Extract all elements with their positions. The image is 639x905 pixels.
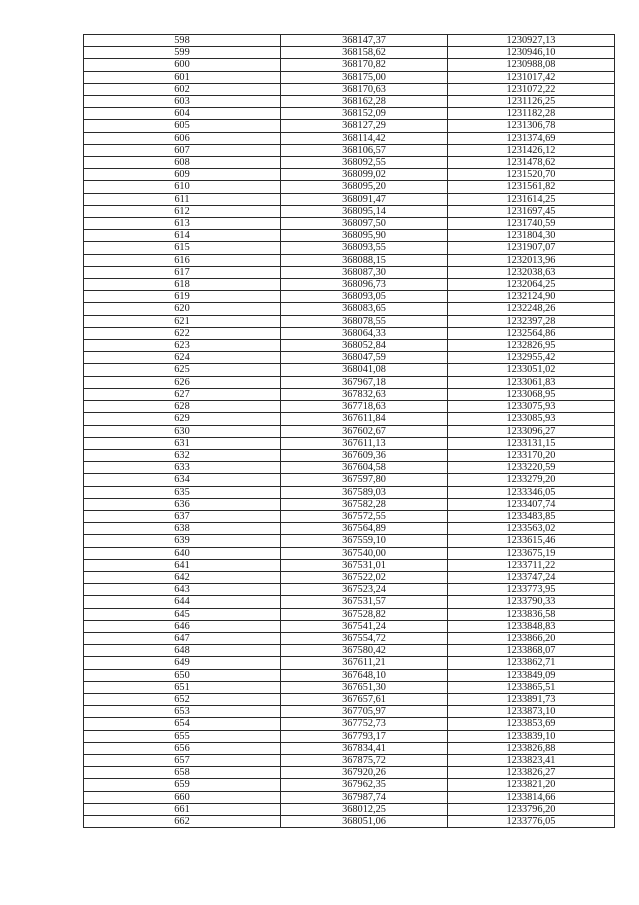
y-coordinate-cell: 1233279,20 (448, 474, 615, 486)
y-coordinate-cell: 1233796,20 (448, 803, 615, 815)
y-coordinate-cell: 1231907,07 (448, 242, 615, 254)
point-number-cell: 640 (84, 547, 281, 559)
y-coordinate-cell: 1230946,10 (448, 47, 615, 59)
point-number-cell: 658 (84, 767, 281, 779)
table-row (84, 437, 615, 449)
y-coordinate-cell: 1231614,25 (448, 193, 615, 205)
x-coordinate-cell: 368106,57 (281, 144, 448, 156)
y-coordinate-cell: 1233790,33 (448, 596, 615, 608)
y-coordinate-cell: 1233068,95 (448, 388, 615, 400)
table-row (84, 242, 615, 254)
point-number-cell: 602 (84, 83, 281, 95)
point-number-cell: 617 (84, 266, 281, 278)
y-coordinate-cell: 1233096,27 (448, 425, 615, 437)
y-coordinate-cell: 1233849,09 (448, 669, 615, 681)
x-coordinate-cell: 368093,55 (281, 242, 448, 254)
table-row (84, 547, 615, 559)
y-coordinate-cell: 1232397,28 (448, 315, 615, 327)
x-coordinate-cell: 368162,28 (281, 96, 448, 108)
table-row (84, 157, 615, 169)
y-coordinate-cell: 1231740,59 (448, 218, 615, 230)
x-coordinate-cell: 368051,06 (281, 816, 448, 828)
table-row (84, 327, 615, 339)
point-number-cell: 654 (84, 718, 281, 730)
point-number-cell: 629 (84, 413, 281, 425)
table-row (84, 571, 615, 583)
x-coordinate-cell: 367589,03 (281, 486, 448, 498)
point-number-cell: 648 (84, 645, 281, 657)
y-coordinate-cell: 1233826,88 (448, 742, 615, 754)
x-coordinate-cell: 367604,58 (281, 462, 448, 474)
x-coordinate-cell: 367528,82 (281, 608, 448, 620)
y-coordinate-cell: 1231126,25 (448, 96, 615, 108)
y-coordinate-cell: 1230927,13 (448, 35, 615, 47)
table-row (84, 71, 615, 83)
y-coordinate-cell: 1233085,93 (448, 413, 615, 425)
table-row (84, 388, 615, 400)
x-coordinate-cell: 367572,55 (281, 510, 448, 522)
x-coordinate-cell: 368096,73 (281, 279, 448, 291)
x-coordinate-cell: 368099,02 (281, 169, 448, 181)
x-coordinate-cell: 367540,00 (281, 547, 448, 559)
x-coordinate-cell: 368097,50 (281, 218, 448, 230)
point-number-cell: 609 (84, 169, 281, 181)
x-coordinate-cell: 367651,30 (281, 681, 448, 693)
y-coordinate-cell: 1233747,24 (448, 571, 615, 583)
x-coordinate-cell: 367834,41 (281, 742, 448, 754)
x-coordinate-cell: 368175,00 (281, 71, 448, 83)
point-number-cell: 653 (84, 706, 281, 718)
table-row (84, 718, 615, 730)
point-number-cell: 659 (84, 779, 281, 791)
point-number-cell: 649 (84, 657, 281, 669)
x-coordinate-cell: 367597,80 (281, 474, 448, 486)
point-number-cell: 611 (84, 193, 281, 205)
y-coordinate-cell: 1231478,62 (448, 157, 615, 169)
point-number-cell: 661 (84, 803, 281, 815)
table-row (84, 596, 615, 608)
y-coordinate-cell: 1233873,10 (448, 706, 615, 718)
point-number-cell: 621 (84, 315, 281, 327)
y-coordinate-cell: 1232564,86 (448, 327, 615, 339)
x-coordinate-cell: 368092,55 (281, 157, 448, 169)
x-coordinate-cell: 367718,63 (281, 401, 448, 413)
x-coordinate-cell: 368152,09 (281, 108, 448, 120)
x-coordinate-cell: 367611,21 (281, 657, 448, 669)
y-coordinate-cell: 1232013,96 (448, 254, 615, 266)
table-row (84, 120, 615, 132)
point-number-cell: 619 (84, 291, 281, 303)
x-coordinate-cell: 367611,84 (281, 413, 448, 425)
table-row (84, 816, 615, 828)
point-number-cell: 645 (84, 608, 281, 620)
x-coordinate-cell: 367541,24 (281, 620, 448, 632)
table-row (84, 559, 615, 571)
x-coordinate-cell: 367648,10 (281, 669, 448, 681)
point-number-cell: 641 (84, 559, 281, 571)
x-coordinate-cell: 368091,47 (281, 193, 448, 205)
x-coordinate-cell: 368012,25 (281, 803, 448, 815)
point-number-cell: 636 (84, 498, 281, 510)
table-row (84, 181, 615, 193)
x-coordinate-cell: 367582,28 (281, 498, 448, 510)
table-row (84, 364, 615, 376)
table-row (84, 608, 615, 620)
point-number-cell: 598 (84, 35, 281, 47)
y-coordinate-cell: 1233131,15 (448, 437, 615, 449)
table-row (84, 645, 615, 657)
point-number-cell: 634 (84, 474, 281, 486)
point-number-cell: 628 (84, 401, 281, 413)
x-coordinate-cell: 367602,67 (281, 425, 448, 437)
x-coordinate-cell: 367611,13 (281, 437, 448, 449)
table-row (84, 144, 615, 156)
y-coordinate-cell: 1233853,69 (448, 718, 615, 730)
y-coordinate-cell: 1230988,08 (448, 59, 615, 71)
table-row (84, 83, 615, 95)
table-row (84, 535, 615, 547)
x-coordinate-cell: 368127,29 (281, 120, 448, 132)
point-number-cell: 646 (84, 620, 281, 632)
x-coordinate-cell: 367832,63 (281, 388, 448, 400)
y-coordinate-cell: 1231804,30 (448, 230, 615, 242)
point-number-cell: 605 (84, 120, 281, 132)
x-coordinate-cell: 367920,26 (281, 767, 448, 779)
y-coordinate-cell: 1233836,58 (448, 608, 615, 620)
table-row (84, 632, 615, 644)
point-number-cell: 631 (84, 437, 281, 449)
table-row (84, 401, 615, 413)
y-coordinate-cell: 1233220,59 (448, 462, 615, 474)
point-number-cell: 637 (84, 510, 281, 522)
point-number-cell: 625 (84, 364, 281, 376)
x-coordinate-cell: 368147,37 (281, 35, 448, 47)
y-coordinate-cell: 1233848,83 (448, 620, 615, 632)
x-coordinate-cell: 368083,65 (281, 303, 448, 315)
point-number-cell: 616 (84, 254, 281, 266)
x-coordinate-cell: 367967,18 (281, 376, 448, 388)
y-coordinate-cell: 1233823,41 (448, 754, 615, 766)
point-number-cell: 642 (84, 571, 281, 583)
table-row (84, 291, 615, 303)
point-number-cell: 604 (84, 108, 281, 120)
x-coordinate-cell: 368041,08 (281, 364, 448, 376)
x-coordinate-cell: 368095,14 (281, 205, 448, 217)
y-coordinate-cell: 1231374,69 (448, 132, 615, 144)
point-number-cell: 644 (84, 596, 281, 608)
x-coordinate-cell: 368095,20 (281, 181, 448, 193)
point-number-cell: 655 (84, 730, 281, 742)
coordinate-table (83, 34, 615, 828)
coordinate-table-body (84, 35, 615, 828)
x-coordinate-cell: 367554,72 (281, 632, 448, 644)
table-row (84, 303, 615, 315)
coordinate-table-sheet (83, 34, 614, 828)
y-coordinate-cell: 1233868,07 (448, 645, 615, 657)
y-coordinate-cell: 1231306,78 (448, 120, 615, 132)
x-coordinate-cell: 367705,97 (281, 706, 448, 718)
table-row (84, 462, 615, 474)
table-row (84, 315, 615, 327)
x-coordinate-cell: 368095,90 (281, 230, 448, 242)
table-row (84, 474, 615, 486)
point-number-cell: 620 (84, 303, 281, 315)
point-number-cell: 614 (84, 230, 281, 242)
y-coordinate-cell: 1232124,90 (448, 291, 615, 303)
point-number-cell: 624 (84, 352, 281, 364)
point-number-cell: 627 (84, 388, 281, 400)
point-number-cell: 638 (84, 523, 281, 535)
x-coordinate-cell: 367523,24 (281, 584, 448, 596)
y-coordinate-cell: 1233711,22 (448, 559, 615, 571)
table-row (84, 205, 615, 217)
table-row (84, 523, 615, 535)
table-row (84, 47, 615, 59)
table-row (84, 803, 615, 815)
y-coordinate-cell: 1233483,85 (448, 510, 615, 522)
table-row (84, 754, 615, 766)
point-number-cell: 599 (84, 47, 281, 59)
y-coordinate-cell: 1233814,66 (448, 791, 615, 803)
y-coordinate-cell: 1233891,73 (448, 693, 615, 705)
x-coordinate-cell: 367531,57 (281, 596, 448, 608)
table-row (84, 620, 615, 632)
point-number-cell: 613 (84, 218, 281, 230)
table-row (84, 779, 615, 791)
x-coordinate-cell: 368087,30 (281, 266, 448, 278)
table-row (84, 681, 615, 693)
y-coordinate-cell: 1233346,05 (448, 486, 615, 498)
x-coordinate-cell: 367564,89 (281, 523, 448, 535)
table-row (84, 59, 615, 71)
table-row (84, 413, 615, 425)
table-row (84, 510, 615, 522)
point-number-cell: 643 (84, 584, 281, 596)
point-number-cell: 656 (84, 742, 281, 754)
point-number-cell: 660 (84, 791, 281, 803)
y-coordinate-cell: 1231072,22 (448, 83, 615, 95)
y-coordinate-cell: 1233170,20 (448, 449, 615, 461)
table-row (84, 218, 615, 230)
y-coordinate-cell: 1233776,05 (448, 816, 615, 828)
point-number-cell: 607 (84, 144, 281, 156)
point-number-cell: 603 (84, 96, 281, 108)
point-number-cell: 606 (84, 132, 281, 144)
table-row (84, 742, 615, 754)
table-row (84, 96, 615, 108)
point-number-cell: 630 (84, 425, 281, 437)
x-coordinate-cell: 367987,74 (281, 791, 448, 803)
x-coordinate-cell: 367580,42 (281, 645, 448, 657)
y-coordinate-cell: 1233839,10 (448, 730, 615, 742)
table-row (84, 266, 615, 278)
x-coordinate-cell: 367522,02 (281, 571, 448, 583)
y-coordinate-cell: 1232955,42 (448, 352, 615, 364)
point-number-cell: 608 (84, 157, 281, 169)
table-row (84, 791, 615, 803)
table-row (84, 376, 615, 388)
table-row (84, 108, 615, 120)
point-number-cell: 633 (84, 462, 281, 474)
table-row (84, 193, 615, 205)
y-coordinate-cell: 1233407,74 (448, 498, 615, 510)
y-coordinate-cell: 1231697,45 (448, 205, 615, 217)
y-coordinate-cell: 1233773,95 (448, 584, 615, 596)
point-number-cell: 652 (84, 693, 281, 705)
table-row (84, 657, 615, 669)
point-number-cell: 651 (84, 681, 281, 693)
point-number-cell: 612 (84, 205, 281, 217)
table-row (84, 352, 615, 364)
table-row (84, 132, 615, 144)
y-coordinate-cell: 1233821,20 (448, 779, 615, 791)
table-row (84, 498, 615, 510)
point-number-cell: 623 (84, 340, 281, 352)
table-row (84, 169, 615, 181)
point-number-cell: 635 (84, 486, 281, 498)
y-coordinate-cell: 1233075,93 (448, 401, 615, 413)
x-coordinate-cell: 367609,36 (281, 449, 448, 461)
x-coordinate-cell: 368047,59 (281, 352, 448, 364)
y-coordinate-cell: 1232038,63 (448, 266, 615, 278)
table-row (84, 254, 615, 266)
x-coordinate-cell: 368088,15 (281, 254, 448, 266)
point-number-cell: 632 (84, 449, 281, 461)
table-row (84, 767, 615, 779)
y-coordinate-cell: 1233061,83 (448, 376, 615, 388)
table-row (84, 35, 615, 47)
y-coordinate-cell: 1231182,28 (448, 108, 615, 120)
point-number-cell: 626 (84, 376, 281, 388)
point-number-cell: 662 (84, 816, 281, 828)
y-coordinate-cell: 1231561,82 (448, 181, 615, 193)
point-number-cell: 615 (84, 242, 281, 254)
x-coordinate-cell: 367657,61 (281, 693, 448, 705)
point-number-cell: 650 (84, 669, 281, 681)
table-row (84, 486, 615, 498)
point-number-cell: 657 (84, 754, 281, 766)
x-coordinate-cell: 368093,05 (281, 291, 448, 303)
x-coordinate-cell: 368114,42 (281, 132, 448, 144)
y-coordinate-cell: 1231520,70 (448, 169, 615, 181)
point-number-cell: 622 (84, 327, 281, 339)
y-coordinate-cell: 1233675,19 (448, 547, 615, 559)
y-coordinate-cell: 1231017,42 (448, 71, 615, 83)
x-coordinate-cell: 367875,72 (281, 754, 448, 766)
table-row (84, 730, 615, 742)
y-coordinate-cell: 1233563,02 (448, 523, 615, 535)
x-coordinate-cell: 368170,63 (281, 83, 448, 95)
point-number-cell: 610 (84, 181, 281, 193)
x-coordinate-cell: 368052,84 (281, 340, 448, 352)
x-coordinate-cell: 367793,17 (281, 730, 448, 742)
x-coordinate-cell: 367752,73 (281, 718, 448, 730)
x-coordinate-cell: 368064,33 (281, 327, 448, 339)
table-row (84, 279, 615, 291)
y-coordinate-cell: 1233862,71 (448, 657, 615, 669)
y-coordinate-cell: 1232826,95 (448, 340, 615, 352)
point-number-cell: 618 (84, 279, 281, 291)
y-coordinate-cell: 1232248,26 (448, 303, 615, 315)
x-coordinate-cell: 367559,10 (281, 535, 448, 547)
table-row (84, 669, 615, 681)
table-row (84, 230, 615, 242)
point-number-cell: 639 (84, 535, 281, 547)
y-coordinate-cell: 1233865,51 (448, 681, 615, 693)
table-row (84, 584, 615, 596)
y-coordinate-cell: 1233866,20 (448, 632, 615, 644)
x-coordinate-cell: 367531,01 (281, 559, 448, 571)
table-row (84, 693, 615, 705)
point-number-cell: 647 (84, 632, 281, 644)
point-number-cell: 600 (84, 59, 281, 71)
y-coordinate-cell: 1232064,25 (448, 279, 615, 291)
x-coordinate-cell: 367962,35 (281, 779, 448, 791)
point-number-cell: 601 (84, 71, 281, 83)
y-coordinate-cell: 1231426,12 (448, 144, 615, 156)
x-coordinate-cell: 368078,55 (281, 315, 448, 327)
x-coordinate-cell: 368170,82 (281, 59, 448, 71)
x-coordinate-cell: 368158,62 (281, 47, 448, 59)
y-coordinate-cell: 1233826,27 (448, 767, 615, 779)
y-coordinate-cell: 1233615,46 (448, 535, 615, 547)
table-row (84, 706, 615, 718)
table-row (84, 449, 615, 461)
y-coordinate-cell: 1233051,02 (448, 364, 615, 376)
table-row (84, 340, 615, 352)
table-row (84, 425, 615, 437)
